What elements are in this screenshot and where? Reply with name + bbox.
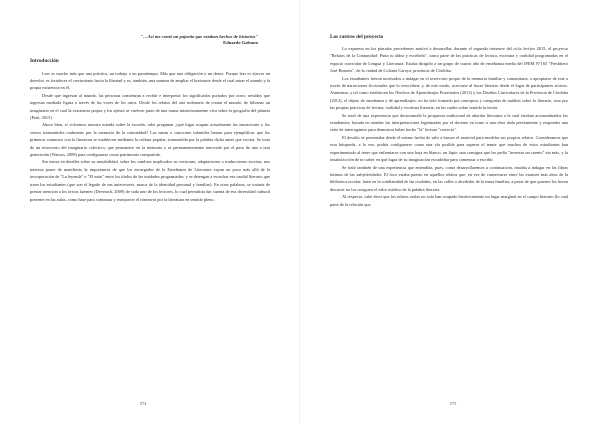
epigraph-author: Eduardo Galeano <box>223 39 258 45</box>
paragraph: Leer es mucho más que una práctica, un trabajo o un pasatiempo. Más que una obligación o un deseo. Porque leer es ejercer un derecho, es fortalecer el crecimiento hacia la libertad y es, también, una manera de ampliar el horizonte desde el cual mirar el mundo y la propia existencia en él. <box>30 70 270 91</box>
section-title-project: Los rastros del proyecto <box>330 34 384 40</box>
section-title-intro: Introducción <box>30 57 59 64</box>
page-number-left: 574 <box>140 401 147 406</box>
page-number-right: 575 <box>450 401 457 406</box>
epigraph <box>30 34 270 46</box>
epigraph-title: "…Así me contó un pajarito que estaban hechos de historias" <box>140 34 258 39</box>
paragraph: Se trató de una experiencia que desacomodó la propuesta tradicional de abordar literatura a la cual estaban acostumbrados los estudiantes; basada en atender las interpretaciones legitimadas por el docente en torno a una obra dada previamente y responder una serie de interrogantes para demostrar haber hecho "la" lectura "correcta". <box>330 112 568 133</box>
paragraph: Sin entrar en detalles sobre su mutabilidad, sobre los cambios implicados en versiones, adaptaciones o traducciones escritas, nos interesa poner de manifiesto la importancia de que los encargados de la Enseñanza de Literatura vayan un poco más allá de la incorporación de "La leyenda" o "El mito" entre los títulos de las unidades programadas; y se detengan a escuchar ese caudal literario que traen los estudiantes (que son el legado de sus antecesores, marca de la identidad personal y familiar). En otras palabras, se trataría de prestar atención a los textos latentes (Devetach, 2009) de cada uno de los lectores, lo cual permitiría dar cuenta de esa diversidad cultural presente en las aulas, como base para continuar y enriquecer el itinerario por la literatura en sentido pleno. <box>30 159 270 202</box>
paragraph: El desafío se presentaba desde el mismo hecho de salir a buscar el material para modelar sus propios relatos. Consideramos que esta búsqueda, a la vez, podría configurarse como una vía posible para superar el temor que muchos de estos estudiantes han experimentado al tener que enfrentarse con una hoja en blanco, un lápiz, una consigna que les pedía "inventar un cuento" sin más, y la insatisfacción de no saber en qué lugar de su imaginación escudriñar para comenzar a escribir. <box>330 134 568 163</box>
paragraph: Se trató también de una experiencia que entendida, pues, como desarrollaremos a continuación, instaba a indagar en las fibras íntimas de las subjetividades. El foco estaba puesto en aquellos relatos que, en vez de conservarse entre las estantes más altos de la biblioteca escolar, laten en la cotidianidad de las ciudades, en las calles o alrededor de la mesa familiar; a pesar de que quienes los hacen discurrir no los otorguen el valor estético de la palabra literaria. <box>330 164 568 192</box>
paragraph: Ahora bien, si volvemos nuestra mirada sobre la escuela, cabe preguntar ¿qué lugar ocupan actualmente las narraciones y los versos transmitidos oralmente por la memoria de la comunidad? Las nanas o canciones infantiles bastan para ejemplificar que los primeros contactos con la literatura se establecen mediante la cultura popular, transmitida por la palabra dicha antes que escrita. Se trata de un reservorio del imaginario colectivo, que permanece en la memoria y se permanentemente renovado por el paso de una a otra generación (Watson, 2009) para configurarse como patrimonio compartido. <box>30 122 270 158</box>
paragraph: Desde que ingresan al mundo, las personas comienzan a recibir e interpretar los significados portados por otros; sentidos que ingresan mediada figura a través de las voces de los otros. Desde los relatos del arte milenario de contar el mundo, de hilvanar un imaginario en el cual la existencia propia y los ajenos se vuelven parte de una trama misteriosamente viva sobre la geografía del planeta (Petit, 2015). <box>30 92 270 121</box>
paragraph: Los estudiantes fueron motivados a indagar en el reservorio propio de la memoria familiar y comunitaria, a apropiarse de este a través de narraciones ficcionales que lo reescriben; y, de este modo, acercarse al hacer literario desde el lugar de participantes activos. Asimismo, y tal como establecen los Núcleos de Aprendizajes Prioritarios (2012) y los Diseños Curriculares de la Provincia de Córdoba (2012), el objeto de enseñanza y de aprendizajes, no ha sido formado por conceptos y categorías de análisis sobre lo literario, sino por las propias prácticas de lectura, oralidad y escritura literaria, en las cuales sobre sentido la teoría. <box>330 75 568 111</box>
paragraph: Al respecto, cabe decir que los relatos orales no solo han ocupado históricamente un lugar marginal en el campo literario (lo cual parte de la relación que <box>330 194 568 207</box>
right-page <box>300 0 600 424</box>
paragraph: Lo expuesto en los párrafos precedentes motivó a desarrollar, durante el segundo trimestre del ciclo lectivo 2015, el proyecto "Relatos de la Comunidad: Pinta tu aldea y escríbela", como parte de las prácticas de lectura, escritura y oralidad programadas en el espacio curricular de Lengua y Literatura. Estaba dirigido a un grupo de cuarto año de enseñanza media del IPEM N°165 "Presbítero José Bonoris", de la ciudad de Colonia Caroya, provincia de Córdoba. <box>330 46 568 74</box>
